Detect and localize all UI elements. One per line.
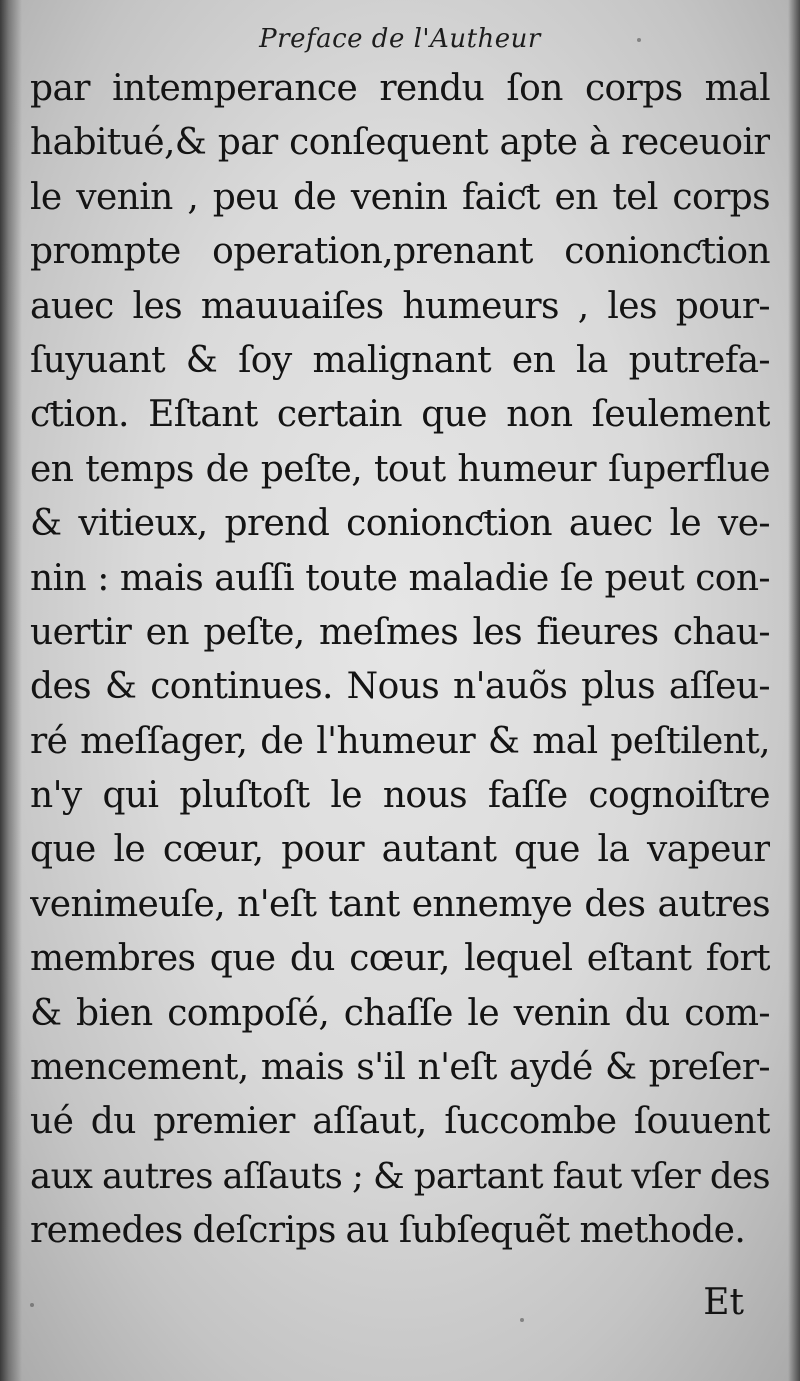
text-line: & bien compoſé, chaſſe le venin du com- [30, 992, 770, 1034]
text-line: ſuyuant & ſoy malignant en la putrefa- [30, 339, 770, 381]
text-line: ré meſſager, de l'humeur & mal peſtilent, [30, 720, 770, 762]
text-line: uertir en peſte, meſmes les fieures chau- [30, 611, 770, 653]
catchword: Et [703, 1282, 744, 1323]
text-line: nin : mais auſſi toute maladie ſe peut con- [30, 557, 770, 599]
text-line: aux autres aſſauts ; & partant faut vſer des [30, 1155, 770, 1197]
text-line: des & continues. Nous n'auõs plus aſſeu- [30, 666, 770, 708]
text-line: n'y qui pluſtoſt le nous faſſe cognoiſtre [30, 775, 770, 817]
running-head: Preface de l'Autheur [259, 24, 541, 54]
text-line: en temps de peſte, tout humeur ſuperflue [30, 448, 770, 490]
text-line: par intemperance rendu ſon corps mal [30, 68, 770, 109]
text-line: habitué,& par conſequent apte à receuoir [30, 122, 770, 164]
text-line: le venin , peu de venin faiƈt en tel corps [30, 176, 770, 218]
text-line: remedes deſcrips au ſubſequẽt methode. [30, 1210, 746, 1252]
paper-speck [637, 38, 641, 42]
text-line: prompte operation,prenant conionƈtion [30, 231, 770, 273]
text-line: ƈtion. Eſtant certain que non ſeulement [30, 394, 770, 436]
paper-speck [30, 1303, 34, 1307]
text-line: venimeuſe, n'eſt tant ennemye des autres [30, 883, 770, 925]
text-line: membres que du cœur, lequel eſtant fort [30, 938, 770, 980]
text-line: mencement, mais s'il n'eſt aydé & preſer- [30, 1047, 770, 1089]
paper-speck [520, 1318, 524, 1322]
text-line: auec les mauuaiſes humeurs , les pour- [30, 285, 770, 327]
body-text [30, 62, 770, 1259]
text-line: ué du premier aſſaut, ſuccombe ſouuent [30, 1101, 770, 1143]
text-line: & vitieux, prend conionƈtion auec le ve- [30, 503, 770, 545]
text-line: que le cœur, pour autant que la vapeur [30, 829, 770, 871]
